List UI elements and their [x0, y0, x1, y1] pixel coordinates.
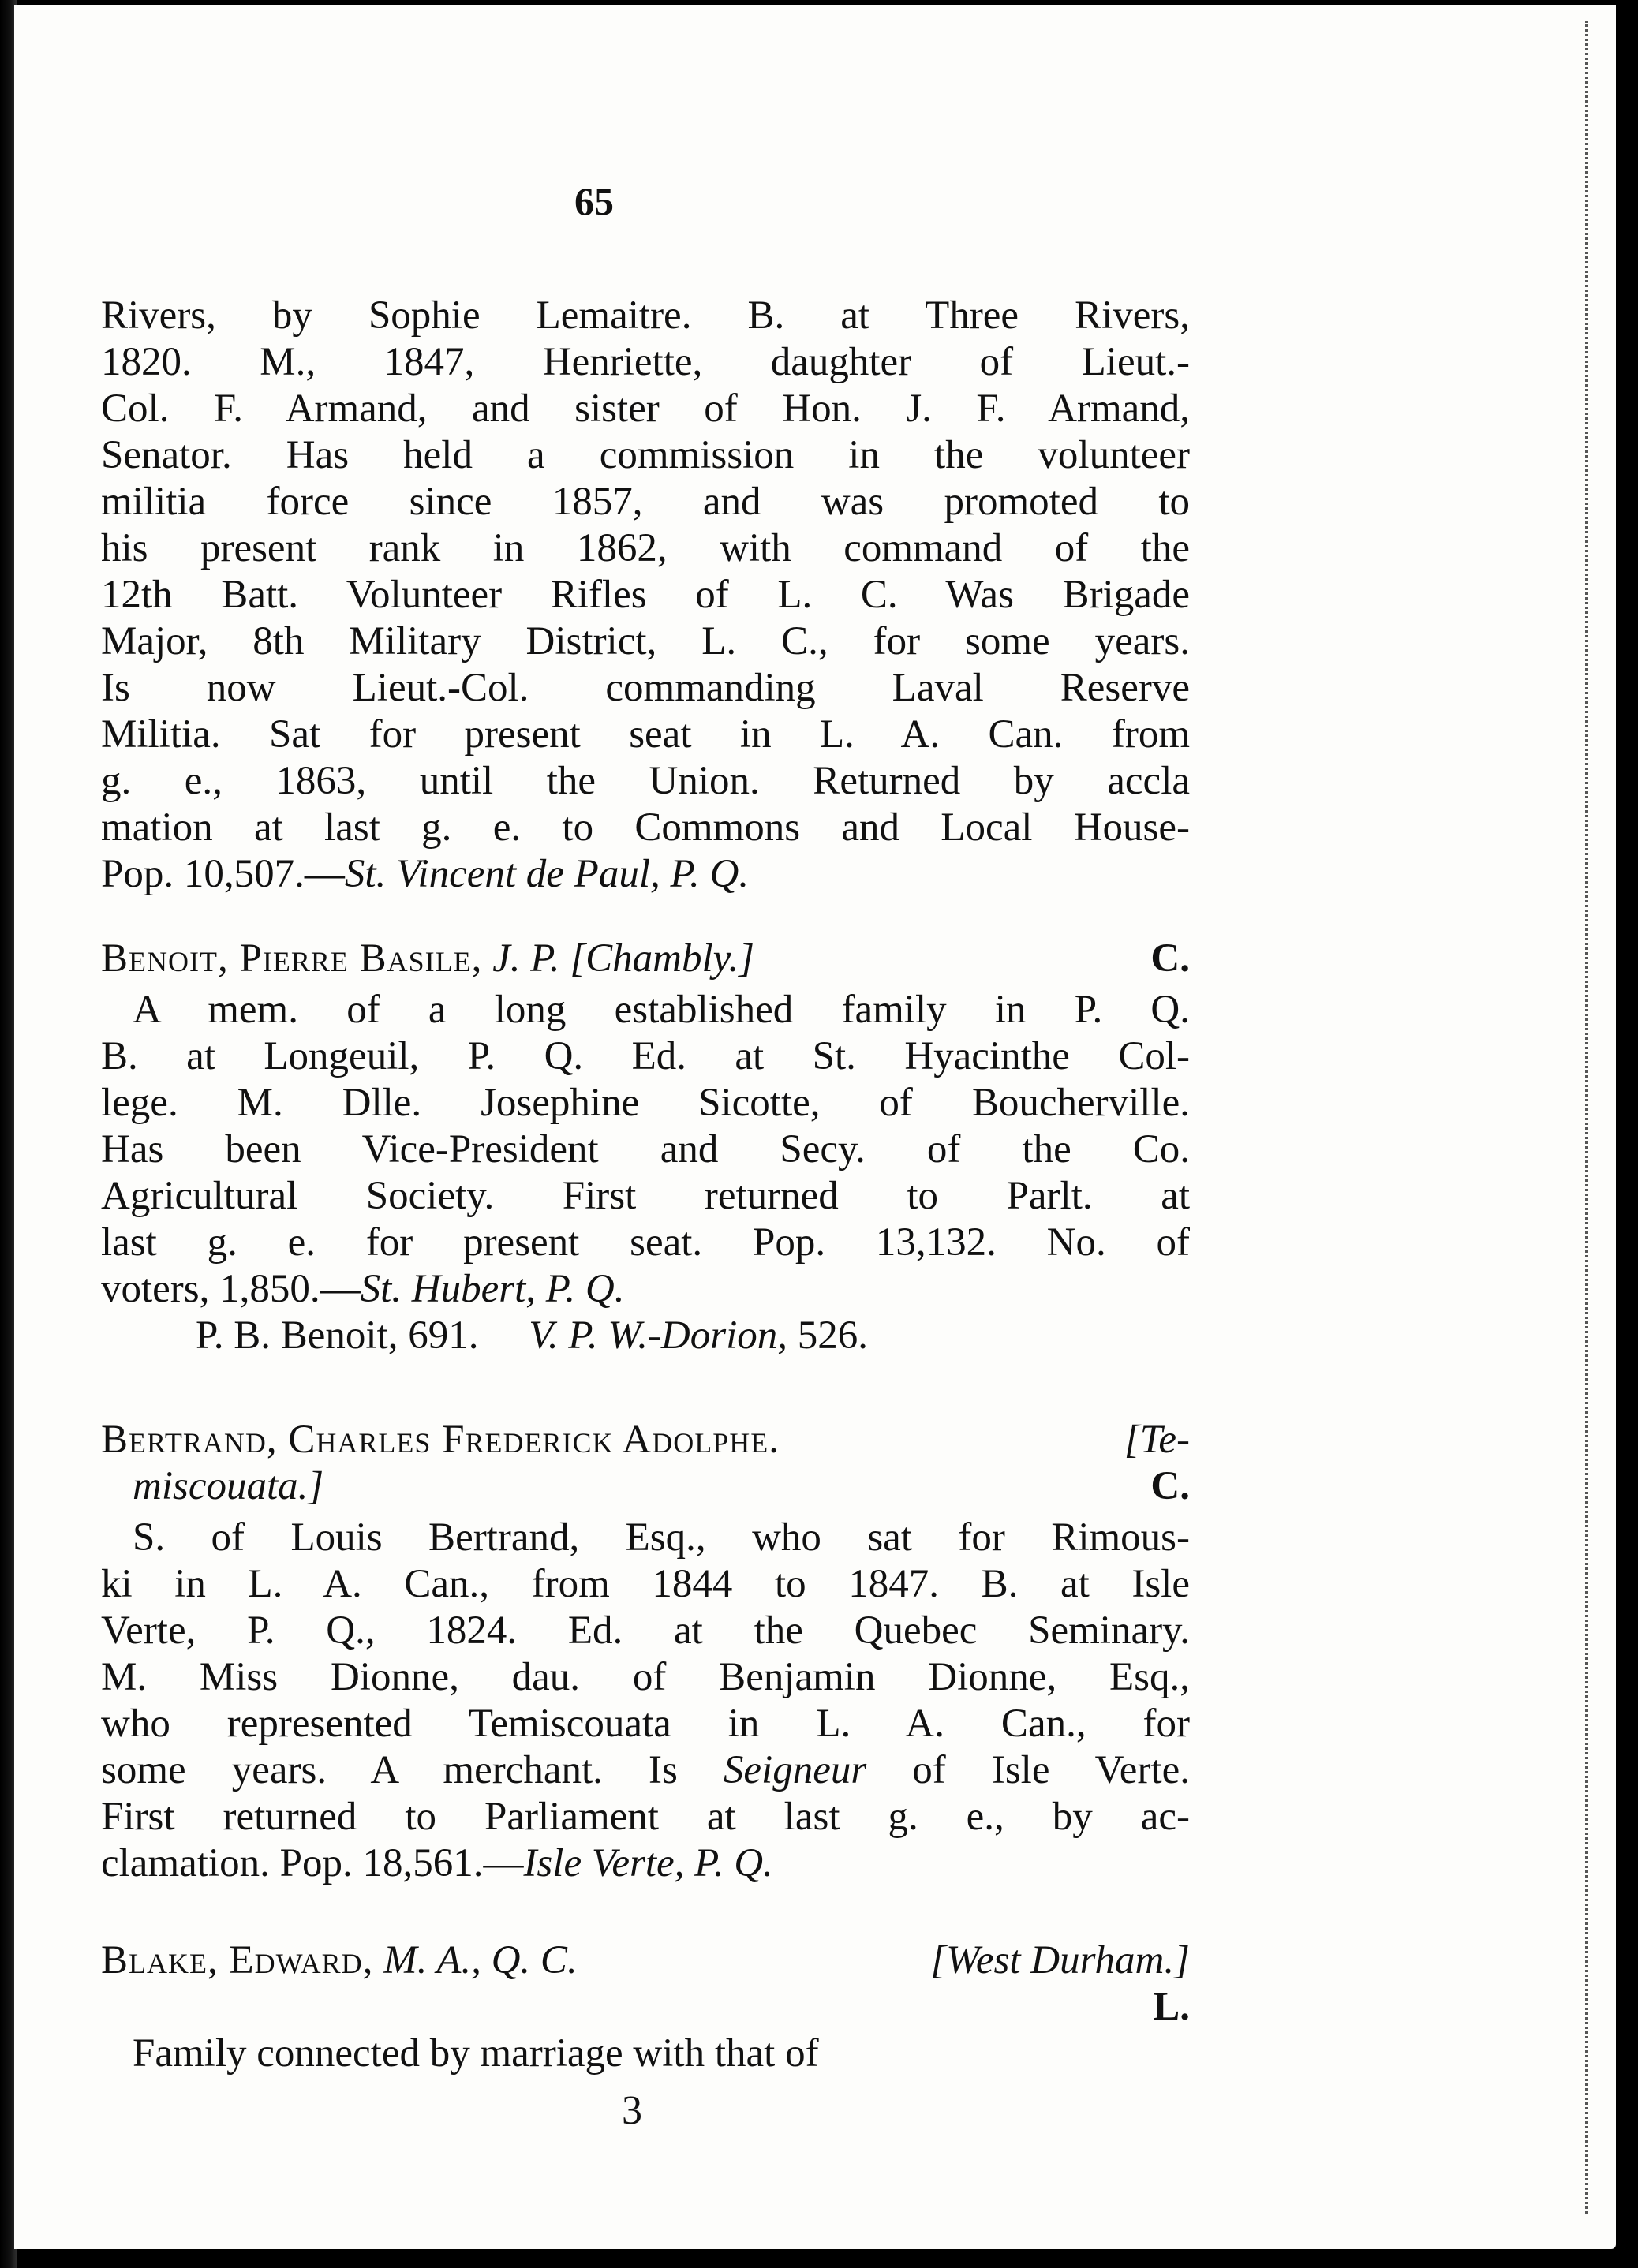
entry-name: Benoit, Pierre Basile,	[101, 936, 483, 981]
text-line: militia force since 1857, and was promoted to	[101, 480, 1190, 524]
vote-winner: P. B. Benoit, 691.	[196, 1313, 479, 1358]
address-text: St. Hubert, P. Q.	[360, 1267, 625, 1311]
text-line: Is now Lieut.-Col. commanding Laval Reserve	[101, 666, 1190, 710]
population-text: Pop. 10,507.—	[101, 852, 345, 896]
text-line: M. Miss Dionne, dau. of Benjamin Dionne, Esq.,	[101, 1655, 1190, 1699]
text-line: g. e., 1863, until the Union. Returned by accla	[101, 759, 1190, 803]
entry-benoit	[101, 936, 1190, 1359]
address-text: St. Vincent de Paul, P. Q.	[344, 852, 750, 896]
vote-opponent-count: 526.	[797, 1313, 869, 1358]
text-line	[101, 1840, 1190, 1887]
voters-text: voters, 1,850.—	[101, 1267, 361, 1311]
vote-line	[101, 1313, 1190, 1359]
entry-bertrand	[101, 1417, 1190, 1887]
text-line: mation at last g. e. to Commons and Local House-	[101, 805, 1190, 850]
text-line: Militia. Sat for present seat in L. A. Can. from	[101, 712, 1190, 757]
text-line	[101, 1747, 1190, 1794]
party-label: C.	[1150, 1464, 1190, 1508]
party-label: L.	[1153, 1985, 1190, 2029]
entry-riding: [Chambly.]	[570, 936, 755, 981]
text-line: 1820. M., 1847, Henriette, daughter of Lieut.-	[101, 340, 1190, 384]
entry-riding: [West Durham.]	[930, 1938, 1190, 1982]
text-line: who represented Temiscouata in L. A. Can., for	[101, 1702, 1190, 1746]
text-line: A mem. of a long established family in P. Q.	[133, 988, 1190, 1032]
text-segment: some years. A merchant. Is	[101, 1748, 724, 1792]
page-number: 65	[574, 179, 614, 223]
entry-riding-end: miscouata.]	[133, 1464, 324, 1508]
text-line: B. at Longeuil, P. Q. Ed. at St. Hyacinthe Col-	[101, 1034, 1190, 1078]
text-line: S. of Louis Bertrand, Esq., who sat for Rimous-	[133, 1515, 1190, 1560]
entry-name: Bertrand, Charles Frederick Adolphe.	[101, 1418, 780, 1462]
entry-title: J. P.	[492, 936, 560, 981]
text-line	[101, 1266, 1190, 1313]
text-line	[101, 851, 1190, 898]
text-line: 12th Batt. Volunteer Rifles of L. C. Was Brigade	[101, 573, 1190, 617]
party-label: C.	[1150, 936, 1190, 981]
entry-name: Blake, Edward,	[101, 1938, 374, 1982]
text-line: Has been Vice-President and Secy. of the Co.	[101, 1127, 1190, 1171]
continuation-entry	[101, 293, 1190, 898]
text-line: last g. e. for present seat. Pop. 13,132. No. of	[101, 1220, 1190, 1265]
text-line: First returned to Parliament at last g. e., by ac-	[101, 1795, 1190, 1839]
text-line: Agricultural Society. First returned to Parlt. at	[101, 1174, 1190, 1218]
text-line: his present rank in 1862, with command of the	[101, 526, 1190, 570]
seigneur-text: Seigneur	[723, 1748, 867, 1792]
text-line: Verte, P. Q., 1824. Ed. at the Quebec Seminary.	[101, 1609, 1190, 1653]
text-line: Family connected by marriage with that of	[133, 2031, 819, 2076]
entry-heading	[101, 1417, 1190, 1463]
book-page	[14, 5, 1616, 2249]
text-segment: of Isle Verte.	[866, 1748, 1190, 1792]
address-text: Isle Verte, P. Q.	[523, 1841, 773, 1885]
entry-title: M. A., Q. C.	[383, 1938, 578, 1982]
entry-heading	[101, 1937, 1190, 1984]
page-right-edge	[1585, 21, 1595, 2214]
vote-opponent: V. P. W.-Dorion,	[529, 1313, 788, 1358]
text-line: ki in L. A. Can., from 1844 to 1847. B. at Isle	[101, 1562, 1190, 1606]
entry-heading-cont	[101, 1463, 1190, 1510]
text-line: Major, 8th Military District, L. C., for some years.	[101, 619, 1190, 663]
entry-riding-start: [Te-	[1124, 1418, 1190, 1462]
text-line: Col. F. Armand, and sister of Hon. J. F. Armand,	[101, 387, 1190, 431]
text-line: Rivers, by Sophie Lemaitre. B. at Three Rivers,	[101, 293, 1190, 338]
signature-mark: 3	[622, 2088, 642, 2133]
entry-blake	[101, 1937, 1190, 2077]
entry-heading	[101, 936, 1190, 982]
population-text: clamation. Pop. 18,561.—	[101, 1841, 524, 1885]
text-line: lege. M. Dlle. Josephine Sicotte, of Boucherville.	[101, 1081, 1190, 1125]
text-line: Senator. Has held a commission in the volunteer	[101, 433, 1190, 477]
